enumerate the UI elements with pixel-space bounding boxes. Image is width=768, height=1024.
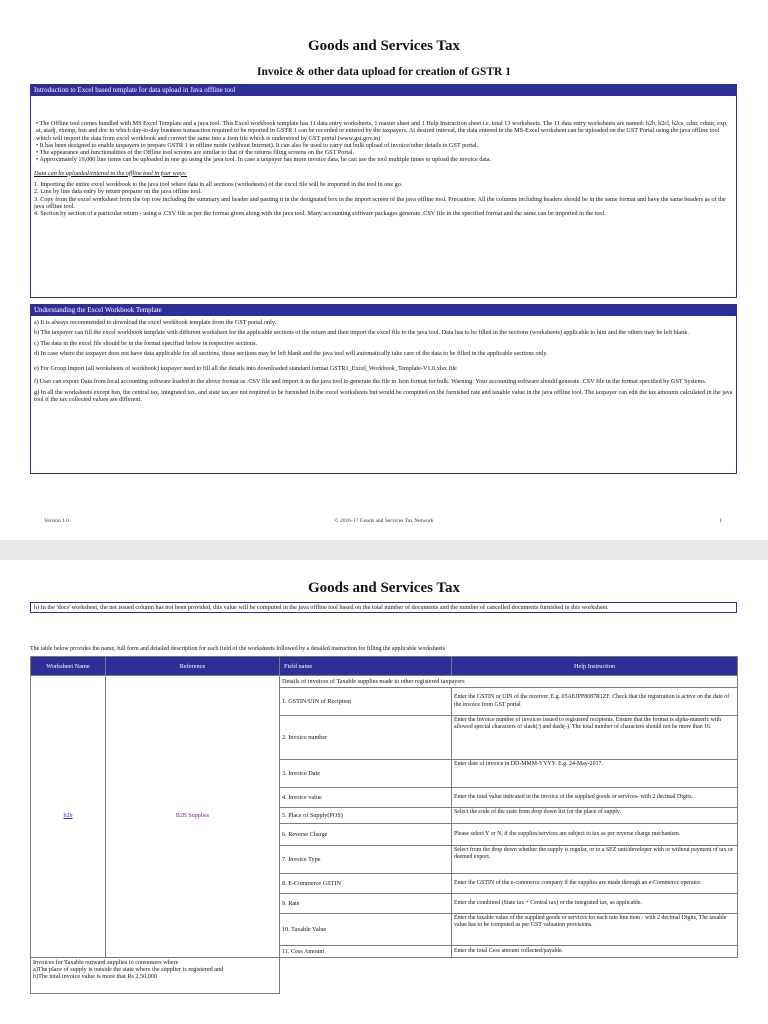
help-cell: Enter date of invoice in DD-MMM-YYYY. E.g. 24-May-2017. — [452, 760, 738, 788]
way-item: 1. Importing the entire excel workbook to the java tool where data in all sections (worksheets) of the excel file will be imported in the tool in one go. — [34, 181, 403, 189]
field-cell: 1. GSTIN/UIN of Recipient — [280, 688, 452, 716]
page-number: 1 — [719, 518, 722, 524]
field-cell: 11. Cess Amount — [280, 946, 452, 958]
help-cell: Enter the GSTIN of the e-commerce company if the supplies are made through an e-Commerce operator. — [452, 874, 738, 894]
intro-section-header: Introduction to Excel based template for data upload in Java offline tool — [31, 85, 736, 96]
table-caption: The table below provides the name, full form and detailed description for each field of the worksheets followed by a detailed instruction for filling the applicable worksheets — [30, 646, 446, 652]
help-cell: Please select Y or N, if the supplies/services are subject to tax as per reverse charge mechanism. — [452, 824, 738, 846]
copyright-label: © 2016-17 Goods and Services Tax Network — [334, 518, 434, 524]
next-section-line: b)The total invoice value is more that Rs 2,50,000 — [33, 973, 158, 981]
template-item: a) It is always recommended to download the excel workbook template from the GST portal only. — [34, 319, 277, 326]
field-cell: 8. E-Commerce GSTIN — [280, 874, 452, 894]
help-cell: Select from the drop down whether the supply is regular, or to a SEZ unit/developer with or without payment of tax or deemed export. — [452, 846, 738, 874]
template-item: c) The data in the excel file should be in the format specified below in respective sections. — [34, 339, 258, 347]
page-subtitle: Invoice & other data upload for creation of GSTR 1 — [257, 66, 511, 78]
intro-bullet: • Approximately 19,000 line items can be uploaded in one go using the java tool. In case a taxpayer has more invoice data, he can use the tool multiple times to upload the invoice data. — [36, 156, 492, 164]
header-help-instruction: Help Instruction — [452, 657, 738, 676]
template-section — [30, 304, 737, 474]
help-cell: Enter the combined (State tax + Central tax) or the integrated tax, as applicable. — [452, 894, 738, 914]
field-cell: 7. Invoice Type — [280, 846, 452, 874]
document-page-2 — [0, 560, 768, 1024]
way-item: 3. Copy from the excel worksheet from the top row including the summary and header and pasting it in the designated box in the import screen of the java offline tool. Precaution: All the columns including headers should be in the same format and have the same headers as of the java offline tool. — [34, 195, 726, 210]
table-header-row — [31, 657, 738, 676]
help-cell: Enter the taxable value of the supplied goods or services for each rate line item - with 2 decimal Digits, The taxable value has to be computed as per GST valuation provisions. — [452, 914, 738, 946]
intro-bullet: • It has been designed to enable taxpayers to prepare GSTR 1 in offline mode (without Internet). It can also be used to carry out bulk upload of invoice/other details to GST portal. — [36, 141, 479, 149]
help-cell: Enter the Invoice number of invoices issued to registered recipients. Ensure that the format is alpha-numeric with allowed special characters of slash(/) and dash(-). The total number of characters should not be more than 16. — [452, 716, 738, 760]
template-section-header: Understanding the Excel Workbook Template — [31, 305, 736, 316]
page-title: Goods and Services Tax — [307, 38, 461, 54]
header-field-name: Field name — [280, 657, 452, 676]
template-item: e) For Group import (all worksheets of workbook) taxpayer need to fill all the details into downloaded standard format GSTR1_Excel_Workbook_Template-V1.0.xlsx file — [34, 365, 457, 373]
help-cell: Enter the total value indicated in the invoice of the supplied goods or services- with 2 decimal Digits. — [452, 788, 738, 808]
help-cell: Enter the total Cess amount collected/payable. — [452, 946, 738, 958]
table-row — [31, 958, 738, 994]
section-heading: Details of invoices of Taxable supplies made to other registered taxpayers — [280, 676, 738, 688]
template-item: f) User can export Data from local accounting software loaded in the above format as .CSV file and import it in the java tool to generate the file in Json format for bulk. Warning: Your accounting software should generate .CSV file in the format specified by GST Systems. — [34, 378, 707, 386]
field-cell: 4. Invoice value — [280, 788, 452, 808]
worksheet-link-b2b[interactable]: b2b — [63, 812, 73, 819]
help-cell: Enter the GSTIN or UIN of the receiver. E.g. 05AEJPP8087R1ZF. Check that the registration is active on the date of the invoice from GST portal — [452, 688, 738, 716]
table-row — [31, 676, 738, 688]
template-item: d) In case where the taxpayer does not have data applicable for all sections, those sections may be left blank and the java tool will automatically take care of the data to be filled in the applicable sections only. — [34, 349, 548, 357]
template-item: g) In all the worksheets except hsn, the central tax, integrated tax, and state tax are not required to be furnished in the excel worksheets but would be computed on the furnished rate and taxable value in the java offline tool. The taxpayer can edit the tax amounts calculated in the java tool if the tax collected values are different. — [34, 388, 733, 404]
intro-section — [30, 84, 737, 298]
way-item: 2. Line by line data entry by return preparer on the java offline tool. — [34, 188, 202, 196]
worksheet-table — [30, 656, 738, 994]
intro-bullet: • The Offline tool comes bundled with MS Excel Template and a java tool. This Excel workbook template has 11 data entry worksheets, 1 master sheet and 1 Help Instruction sheet i.e. total 13 worksheets. The 11 data entry worksheets are named: b2b, b2cl, b2cs, cdnr, cdnur, exp, at, atadj, exemp, hsn and doc in which day-to-day business transaction required to be reported in GSTR 1 can be recorded or entered by the taxpayers. At desired interval, the data entered in the MS-Excel worksheet can be uploaded on the GST Portal using the java offline tool which will import the data from excel workbook and convert the same into a Json file which is understood by GST portal (www.gst.gov.in) — [36, 120, 728, 142]
reference-b2b-supplies: B2B Supplies — [175, 812, 210, 819]
next-section-line: Invoices for Taxable outward supplies to consumers where — [33, 959, 179, 966]
page-footer — [0, 518, 768, 528]
field-cell: 9. Rate — [280, 894, 452, 914]
header-worksheet-name: Worksheet Name — [31, 657, 106, 676]
field-cell: 3. Invoice Date — [280, 760, 452, 788]
field-cell: 2. Invoice number — [280, 716, 452, 760]
next-section-line: a)The place of supply is outside the state where the supplier is registered and — [33, 966, 224, 974]
ways-heading: Data can be uploaded/entered to the offline tool in four ways: — [34, 169, 188, 177]
way-item: 4. Section by section of a particular return - using a .CSV file as per the format given along with the java tool. Many accounting software packages generate .CSV file in the specified format and the same can be imported in the tool. — [34, 210, 606, 218]
page-title: Goods and Services Tax — [307, 580, 461, 596]
template-item: b) The taxpayer can fill the excel workbook template with different worksheet for the applicable sections of the return and then import the excel file to the java tool. Data has to be filled in the sections (worksheets) applicable to him and the others may be left blank. — [34, 329, 689, 337]
header-reference: Reference — [106, 657, 280, 676]
version-label: Version 1.0 — [44, 518, 70, 524]
field-cell: 5. Place of Supply(POS) — [280, 808, 452, 824]
field-cell: 10. Taxable Value — [280, 914, 452, 946]
field-cell: 6. Reverse Charge — [280, 824, 452, 846]
page-separator — [0, 540, 768, 560]
docs-note: h) In the 'docs' worksheet, the net issued column has not been provided, this value will be computed in the java offline tool based on the total number of documents and the number of cancelled documents furnished in this worksheet. — [30, 602, 737, 613]
intro-bullet: • The appearance and functionalities of the Offline tool screens are similar to that of the returns filing screens on the GST Portal. — [36, 149, 355, 157]
help-cell: Select the code of the state from drop down list for the place of supply. — [452, 808, 738, 824]
